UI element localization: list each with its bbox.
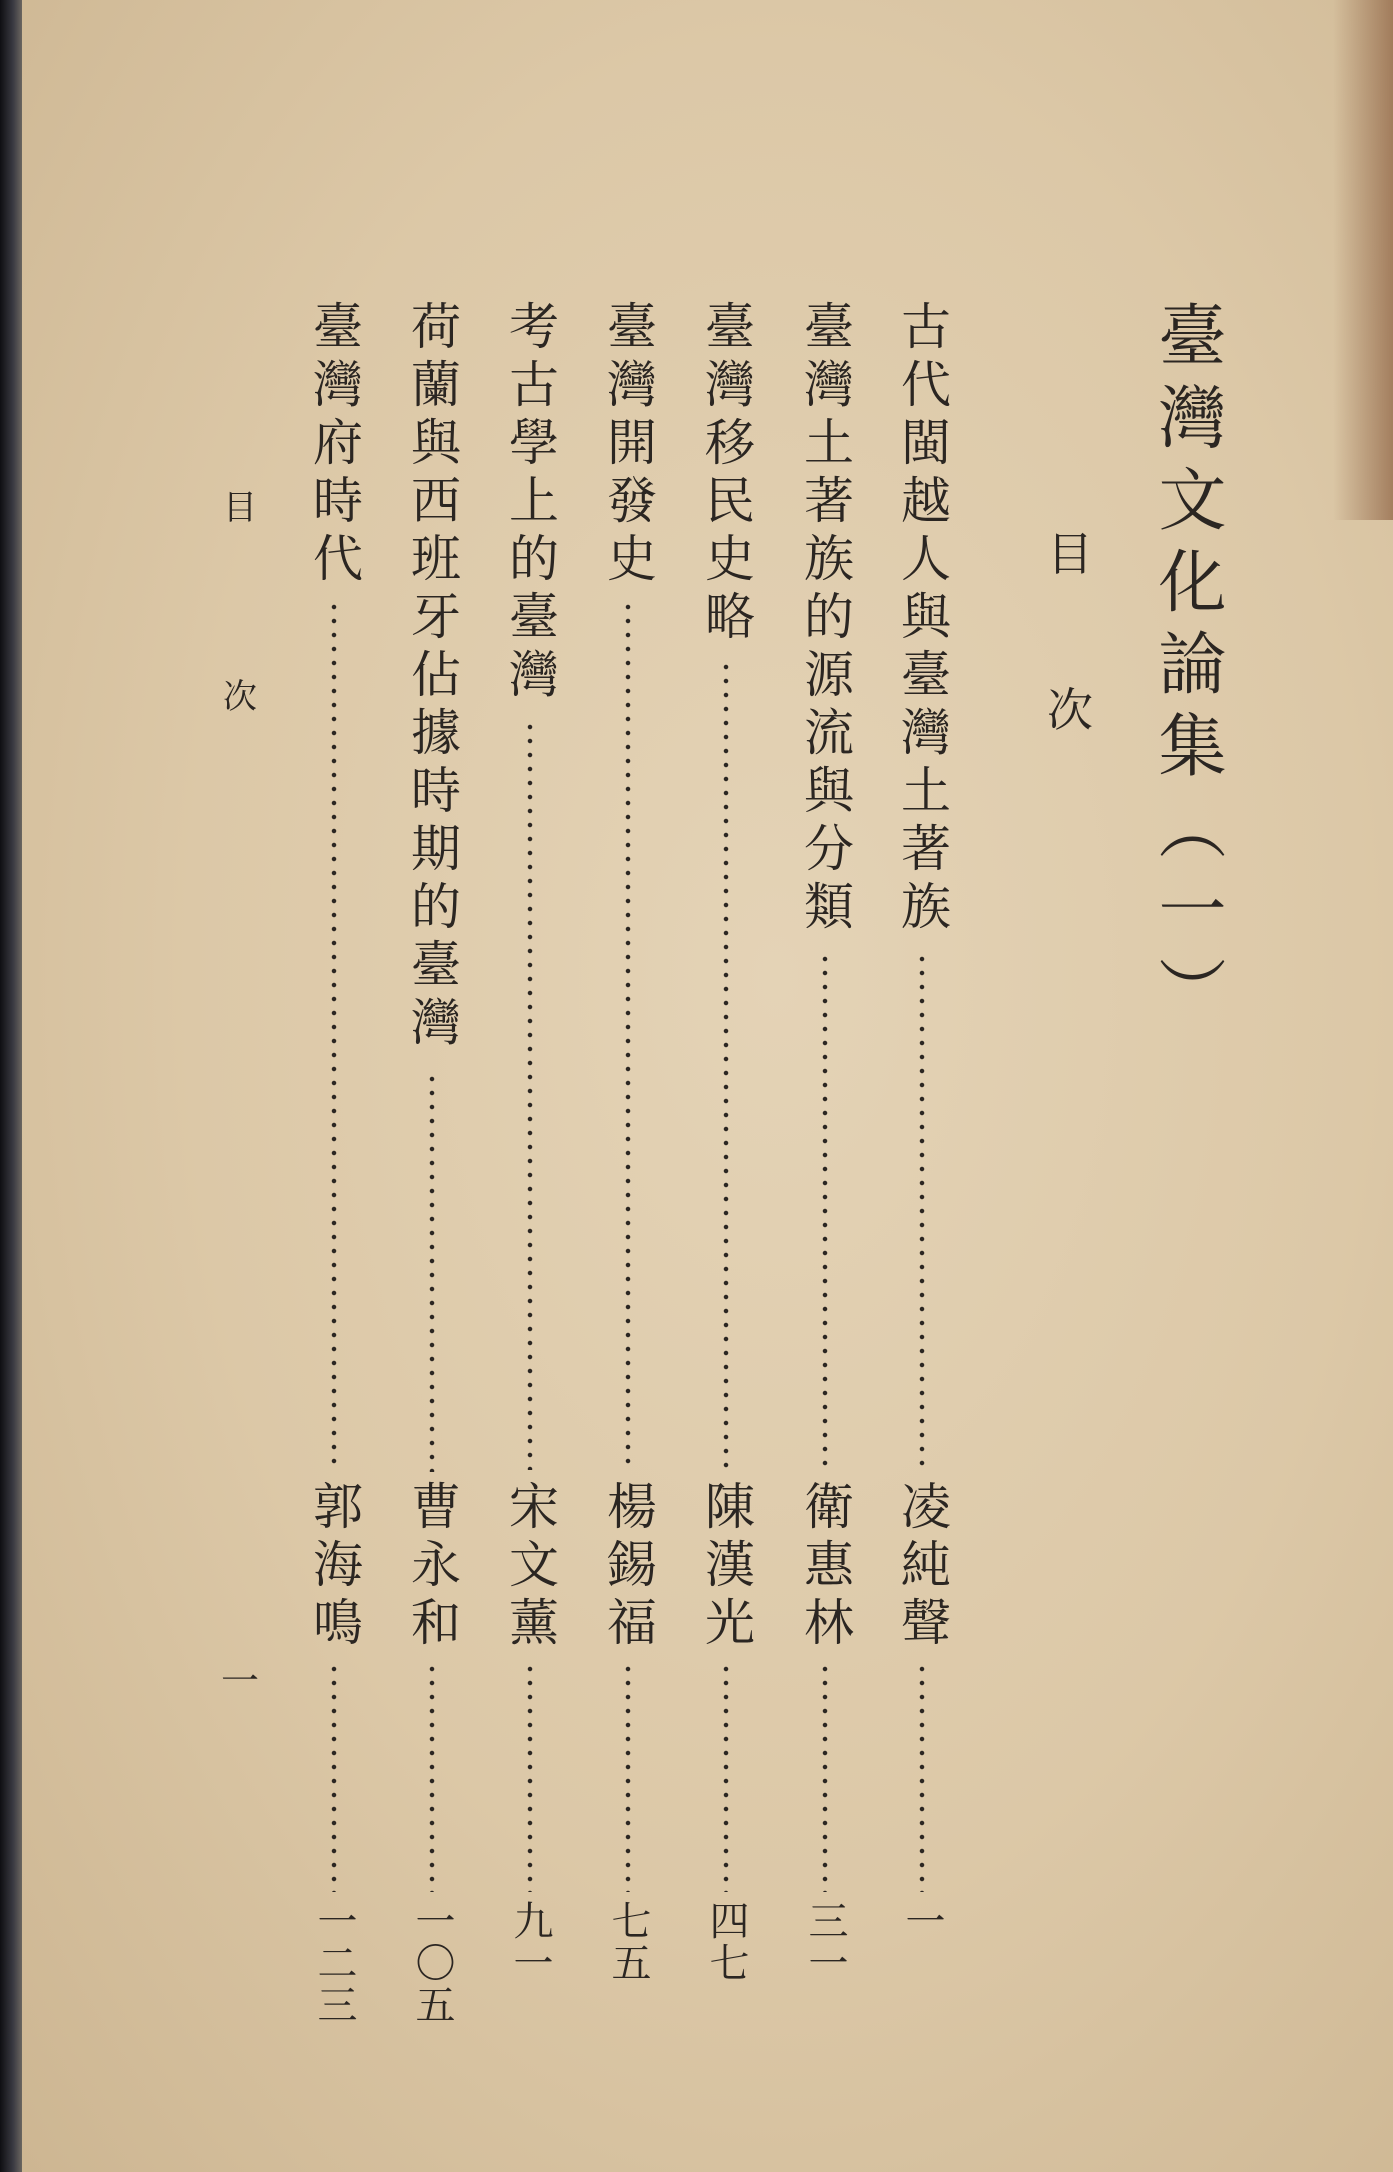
- toc-entry-title: 臺灣府時代: [305, 300, 363, 590]
- toc-entry-author: 凌純聲: [893, 1480, 951, 1654]
- toc-heading-char-2: 次: [1047, 683, 1093, 737]
- toc-heading: [1040, 518, 1100, 740]
- toc-entry-page: 九一: [507, 1900, 553, 1984]
- toc-entry: [698, 300, 754, 1990]
- toc-entry-author: 楊錫福: [599, 1480, 657, 1654]
- leader-dots: [822, 952, 828, 1472]
- leader-dots: [625, 1662, 631, 1892]
- leader-dots: [429, 1072, 435, 1472]
- leader-dots: [527, 1662, 533, 1892]
- toc-entry-page: 四七: [703, 1900, 749, 1984]
- toc-entry-author: 郭海鳴: [305, 1480, 363, 1654]
- toc-entry-page: 一: [899, 1900, 945, 1942]
- leader-dots: [723, 660, 729, 1470]
- toc-entry: [305, 300, 363, 2026]
- leader-dots: [331, 1662, 337, 1892]
- running-head: [220, 480, 260, 718]
- book-spine-edge: [0, 0, 22, 2172]
- leader-dots: [331, 600, 337, 1470]
- toc-entry-title: 臺灣移民史略: [697, 300, 755, 648]
- toc-entry-title: 荷蘭與西班牙佔據時期的臺灣: [403, 300, 461, 1054]
- toc-heading-char-1: 目: [1047, 527, 1093, 581]
- page-stain: [1333, 0, 1393, 520]
- toc-entry-author: 曹永和: [403, 1480, 461, 1654]
- toc-entry-page: 三一: [802, 1900, 848, 1984]
- book-page: [22, 0, 1393, 2172]
- toc-entry-title: 考古學上的臺灣: [501, 300, 559, 706]
- leader-dots: [527, 720, 533, 1470]
- toc-entry-page: 一二三: [311, 1900, 357, 2026]
- leader-dots: [429, 1662, 435, 1892]
- toc-entry-title: 臺灣開發史: [599, 300, 657, 590]
- page-folio: 一: [220, 1659, 259, 1703]
- toc-entry: [894, 300, 950, 1990]
- toc-entry-title: 臺灣土著族的源流與分類: [796, 300, 854, 938]
- toc-entry-title: 古代閩越人與臺灣土著族: [893, 300, 951, 938]
- toc-entry-author: 宋文薰: [501, 1480, 559, 1654]
- toc-entry-author: 陳漢光: [697, 1480, 755, 1654]
- leader-dots: [919, 1662, 925, 1892]
- toc-entry: [797, 300, 853, 1990]
- leader-dots: [822, 1662, 828, 1892]
- toc-entry: [600, 300, 656, 1990]
- running-head-char-2: 次: [223, 677, 257, 717]
- toc-entry-page: 一〇五: [409, 1900, 455, 2026]
- toc-entry-author: 衛惠林: [796, 1480, 854, 1654]
- running-head-char-1: 目: [223, 488, 257, 528]
- toc-entry: [403, 300, 461, 2026]
- toc-entry-page: 七五: [605, 1900, 651, 1984]
- leader-dots: [625, 600, 631, 1470]
- toc-entry: [502, 300, 558, 1990]
- leader-dots: [723, 1662, 729, 1892]
- book-title: 臺灣文化論集（一）: [1147, 300, 1226, 1038]
- leader-dots: [919, 952, 925, 1472]
